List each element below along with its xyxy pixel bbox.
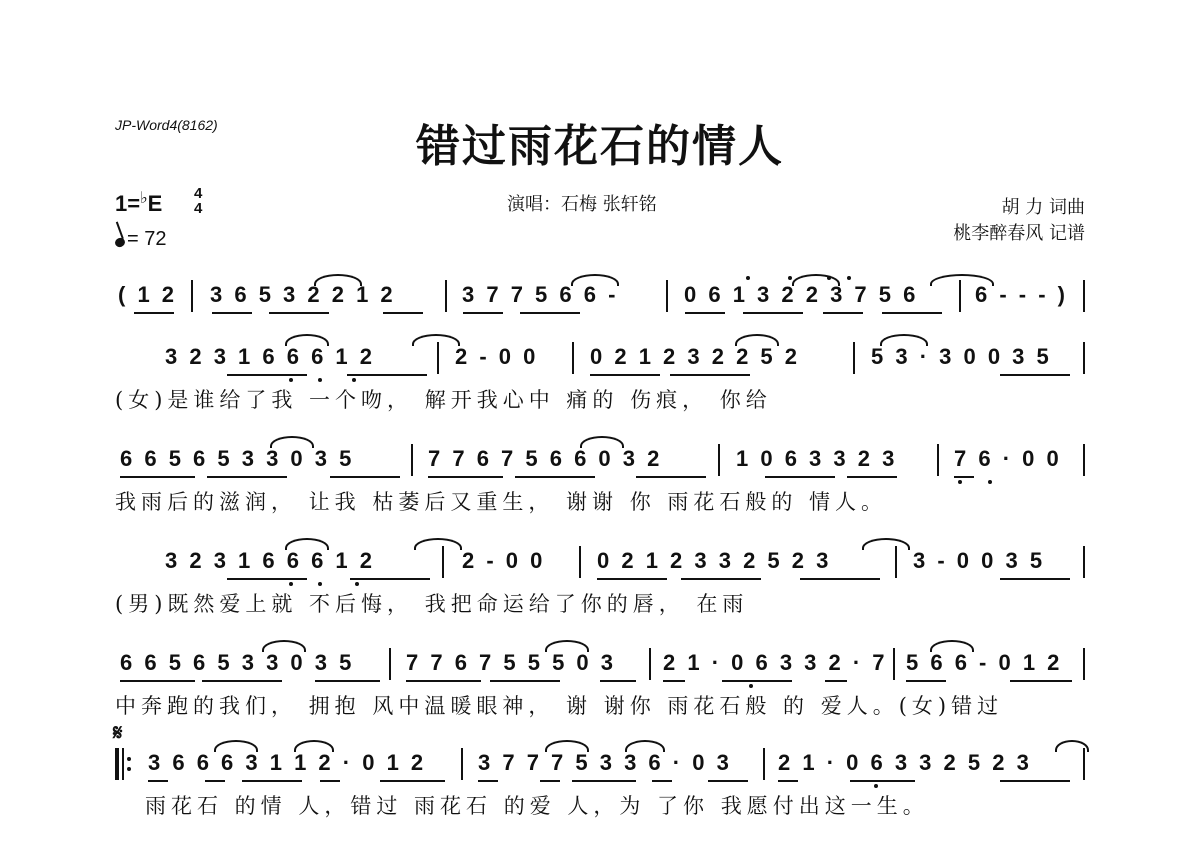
underline: [463, 312, 503, 314]
measure: 6 6 5 6 5 3 3 0 3 5: [120, 446, 355, 471]
tie: [314, 274, 362, 286]
tempo-value: = 72: [127, 228, 167, 250]
tie: [214, 740, 258, 752]
underline: [906, 680, 946, 682]
tie: [625, 740, 665, 752]
score-row-intro: [0, 280, 1200, 320]
tie: [792, 274, 840, 286]
measure: 3 6 5 3 2 2 1 2: [210, 282, 396, 307]
score-row-verse2-a: [0, 546, 1200, 626]
underline: [1000, 578, 1070, 580]
underline: [320, 780, 340, 782]
lyric-line: (女)是谁给了我 一个吻， 解开我心中 痛的 伤痕， 你给: [115, 388, 772, 412]
tie: [414, 538, 462, 550]
underline: [882, 312, 942, 314]
credits: [953, 195, 1085, 247]
barline: [191, 280, 193, 312]
score-row-verse1-b: [0, 444, 1200, 524]
key-signature: [115, 188, 162, 217]
barline: [445, 280, 447, 312]
underline: [681, 578, 761, 580]
underline: [350, 578, 430, 580]
barline: [411, 444, 413, 476]
low-octave-dot: [352, 378, 356, 382]
barline: [853, 342, 855, 374]
underline: [383, 312, 423, 314]
tie: [1055, 740, 1089, 752]
time-bottom: 4: [194, 200, 203, 217]
underline: [954, 476, 974, 478]
tie: [545, 640, 589, 652]
tie: [880, 334, 928, 346]
tie: [294, 740, 334, 752]
underline: [722, 680, 792, 682]
high-octave-dot: [847, 276, 851, 280]
low-octave-dot: [874, 784, 878, 788]
measure: 2 - 0 0: [462, 548, 546, 573]
underline: [670, 374, 750, 376]
underline: [428, 476, 503, 478]
low-octave-dot: [958, 480, 962, 484]
performer-credit: 演唱：石梅 张轩铭: [507, 194, 657, 215]
flat-sign: ♭: [140, 190, 148, 207]
measure: 3 2 3 1 6 6 6 1 2: [165, 344, 376, 369]
underline: [207, 476, 287, 478]
underline: [708, 780, 748, 782]
key-note: E: [147, 191, 163, 216]
underline: [636, 476, 706, 478]
underline: [120, 476, 195, 478]
measure: 0 6 1 3 2 2 3 7 5 6: [684, 282, 919, 307]
lyric-line: 我雨后的滋润， 让我 枯萎后又重生， 谢谢 你 雨花石般的 情人。: [115, 490, 888, 514]
measure: 7 6 · 0 0: [954, 446, 1062, 471]
tie: [412, 334, 460, 346]
barline: [461, 748, 463, 780]
tie: [930, 274, 994, 286]
barline: [437, 342, 439, 374]
measure: ( 1 2: [118, 282, 178, 307]
low-octave-dot: [749, 684, 753, 688]
measure: 7 7 6 7 5 5 5 0 3: [406, 650, 617, 675]
underline: [778, 780, 798, 782]
underline: [478, 780, 498, 782]
barline: [389, 648, 391, 680]
tie: [862, 538, 910, 550]
underline: [205, 780, 225, 782]
underline: [540, 780, 560, 782]
barline: [1083, 648, 1085, 680]
underline: [406, 680, 481, 682]
measure: 2 1 · 0 6 3 3 2 · 7: [663, 650, 888, 675]
barline: [1083, 546, 1085, 578]
underline: [685, 312, 725, 314]
underline: [227, 374, 307, 376]
low-octave-dot: [318, 582, 322, 586]
measure: 3 - 0 0 3 5: [913, 548, 1046, 573]
score-row-verse1-a: [0, 342, 1200, 422]
underline: [825, 680, 847, 682]
song-title: 错过雨花石的情人: [416, 121, 784, 172]
barline: [895, 546, 897, 578]
barline: [442, 546, 444, 578]
underline: [765, 476, 835, 478]
high-octave-dot: [746, 276, 750, 280]
measure: 3 7 7 5 6 6 -: [462, 282, 619, 307]
measure: 3 2 3 1 6 6 6 1 2: [165, 548, 376, 573]
underline: [743, 312, 803, 314]
low-octave-dot: [355, 582, 359, 586]
underline: [652, 780, 672, 782]
tempo-marking: [115, 228, 166, 251]
underline: [823, 312, 863, 314]
underline: [490, 680, 560, 682]
measure: 0 2 1 2 3 3 2 5 2 3: [597, 548, 832, 573]
underline: [330, 476, 400, 478]
measure: 0 2 1 2 3 2 2 5 2: [590, 344, 801, 369]
barline: [937, 444, 939, 476]
underline: [380, 780, 445, 782]
underline: [600, 680, 636, 682]
underline: [269, 312, 329, 314]
underline: [520, 312, 580, 314]
barline: [1083, 748, 1085, 780]
score-row-chorus: [0, 748, 1200, 828]
tie: [580, 436, 624, 448]
underline: [212, 312, 252, 314]
measure: 5 3 · 3 0 0 3 5: [871, 344, 1052, 369]
high-octave-dot: [827, 276, 831, 280]
lyric-line: 中奔跑的我们， 拥抱 风中温暖眼神， 谢 谢你 雨花石般 的 爱人。(女)错过: [115, 694, 1004, 718]
underline: [1000, 374, 1070, 376]
tie: [285, 538, 329, 550]
low-octave-dot: [318, 378, 322, 382]
underline: [847, 476, 897, 478]
barline: [718, 444, 720, 476]
barline: [763, 748, 765, 780]
underline: [1010, 680, 1072, 682]
tie: [270, 436, 314, 448]
segno-sign-icon: 𝄋: [113, 720, 123, 746]
tie: [930, 640, 974, 652]
time-signature: [194, 186, 202, 216]
underline: [1000, 780, 1070, 782]
score-row-verse2-b: [0, 648, 1200, 728]
measure: 5 6 6 - 0 1 2: [906, 650, 1063, 675]
tie: [262, 640, 306, 652]
tie: [545, 740, 589, 752]
measure: 6 - - - ): [975, 282, 1068, 307]
transcriber: 桃李醉春风 记谱: [953, 223, 1085, 244]
barline: [1083, 444, 1085, 476]
low-octave-dot: [289, 582, 293, 586]
engraver-source: JP-Word4(8162): [115, 117, 218, 133]
underline: [572, 780, 636, 782]
high-octave-dot: [788, 276, 792, 280]
underline: [850, 780, 915, 782]
low-octave-dot: [289, 378, 293, 382]
underline: [590, 374, 660, 376]
measure: 3 6 6 6 3 1 1 2 · 0 1 2: [148, 750, 427, 775]
lyric-line: (男)既然爱上就 不后悔， 我把命运给了你的唇， 在雨: [115, 592, 749, 616]
underline: [800, 578, 880, 580]
time-top: 4: [194, 185, 203, 202]
underline: [315, 680, 380, 682]
measure: 3 7 7 7 5 3 3 6 · 0 3: [478, 750, 732, 775]
tie: [285, 334, 329, 346]
barline: [579, 546, 581, 578]
low-octave-dot: [988, 480, 992, 484]
underline: [242, 780, 302, 782]
lyricist-composer: 胡 力 词曲: [1001, 197, 1085, 218]
measure: 7 7 6 7 5 6 6 0 3 2: [428, 446, 663, 471]
underline: [120, 680, 195, 682]
underline: [134, 312, 174, 314]
measure: 1 0 6 3 3 2 3: [736, 446, 898, 471]
barline: [1083, 280, 1085, 312]
barline: [893, 648, 895, 680]
underline: [347, 374, 427, 376]
tie: [571, 274, 619, 286]
underline: [663, 680, 685, 682]
underline: [227, 578, 307, 580]
quarter-note-icon: [114, 237, 126, 249]
measure: 2 1 · 0 6 3 3 2 5 2 3: [778, 750, 1032, 775]
underline: [202, 680, 282, 682]
underline: [148, 780, 168, 782]
key-prefix: 1=: [115, 191, 141, 216]
barline: [572, 342, 574, 374]
underline: [597, 578, 667, 580]
barline: [666, 280, 668, 312]
barline: [649, 648, 651, 680]
measure: 6 6 5 6 5 3 3 0 3 5: [120, 650, 355, 675]
lyric-line: 雨花石 的情 人，错过 雨花石 的爱 人，为 了你 我愿付出这一生。: [145, 794, 929, 818]
barline: [1083, 342, 1085, 374]
measure: 2 - 0 0: [455, 344, 539, 369]
underline: [515, 476, 595, 478]
tie: [735, 334, 779, 346]
